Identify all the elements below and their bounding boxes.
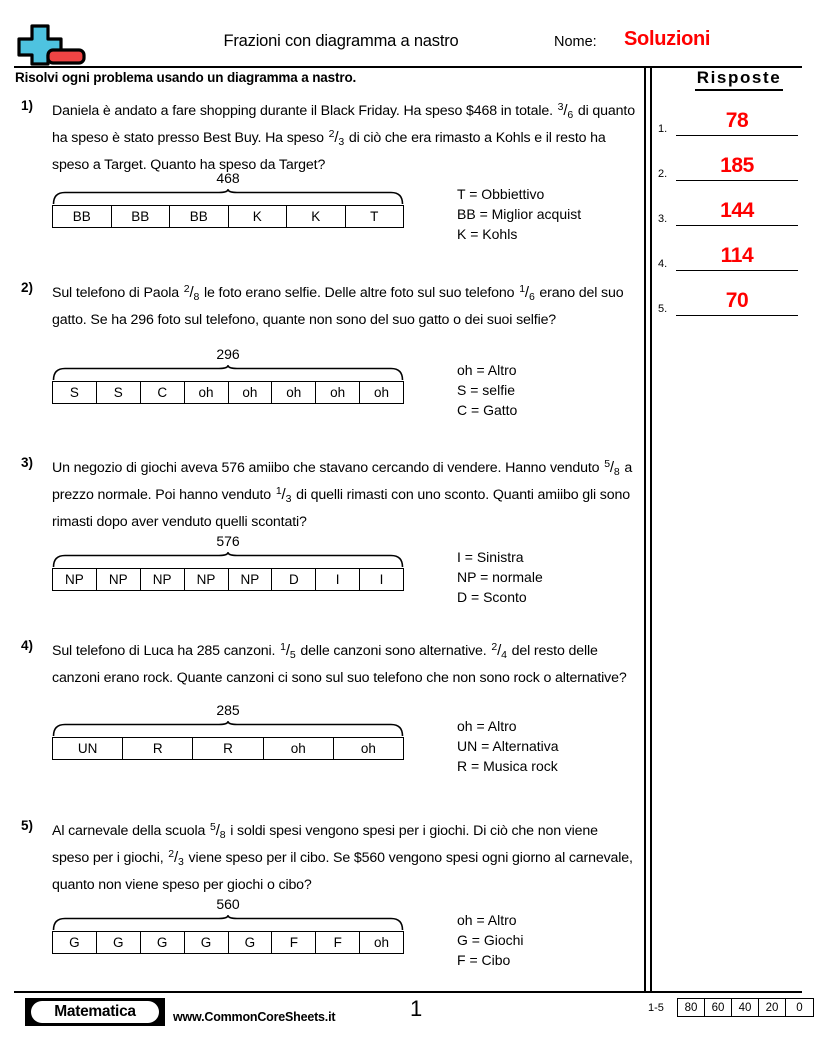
legend-entry: oh = Altro [457, 362, 517, 378]
fraction: $^3/_6$ [557, 101, 574, 121]
tape-cell: C [141, 382, 185, 403]
score-cell: 40 [732, 999, 759, 1016]
answer-value: 185 [720, 154, 754, 177]
tape-cell: NP [97, 569, 141, 590]
tape-cell: I [316, 569, 360, 590]
answer-row [658, 226, 808, 271]
tape-brace [52, 189, 404, 205]
tape-cell: oh [185, 382, 229, 403]
answer-row [658, 91, 808, 136]
tape-bar [52, 381, 404, 404]
answers-title: Risposte [695, 68, 784, 91]
answers-list [658, 91, 808, 316]
tape-bar [52, 737, 404, 760]
tape-brace [52, 552, 404, 568]
tape-bar [52, 205, 404, 228]
legend-entry: G = Giochi [457, 932, 524, 948]
tape-total-value: 468 [216, 170, 240, 186]
fraction: $^5/_8$ [604, 458, 620, 478]
tape-cell: oh [272, 382, 316, 403]
score-cell: 80 [678, 999, 705, 1016]
problem-number: 5) [21, 818, 34, 833]
answer-value: 78 [725, 109, 749, 132]
vertical-divider [644, 66, 652, 991]
page-number: 1 [410, 996, 423, 1021]
tape-cell: R [123, 738, 193, 759]
legend-entry: S = selfie [457, 382, 515, 398]
directions-text: Risolvi ogni problema usando un diagramma a nastro. [15, 70, 357, 85]
tape-legend [457, 547, 543, 607]
tape-cell: oh [374, 934, 390, 950]
legend-entry: F = Cibo [457, 952, 511, 968]
score-cell: 60 [705, 999, 732, 1016]
tape-cell: NP [141, 569, 185, 590]
tape-total-value: 285 [216, 702, 240, 718]
tape-brace [52, 365, 404, 381]
tape-total-value: 296 [216, 346, 240, 362]
fraction: $^1/_5$ [280, 641, 296, 661]
tape-cell: UN [53, 738, 123, 759]
answer-number: 5. [658, 303, 668, 315]
answer-value: 70 [725, 289, 749, 312]
tape-cell: BB [112, 206, 171, 227]
problem-text: Sul telefono di Luca ha 285 canzoni. $^1/_5$ delle canzoni sono alternative. $^2/_4$ del resto delle canzoni erano rock. Quante canzoni ci sono sul suo telefono che non sono rock o alternative? [52, 638, 638, 691]
legend-entry: I = Sinistra [457, 549, 524, 565]
tape-cell: oh [360, 740, 376, 756]
problem-text: Un negozio di giochi aveva 576 amiibo che stavano cercando di vendere. Hanno venduto $^5/_8$ a prezzo normale. Poi hanno venduto $^1/_3$ di quelli rimasti con uno sconto. Quanti amiibo gli sono rimasti dopo aver venduto quelli scontati? [52, 455, 638, 535]
answer-number: 3. [658, 213, 668, 225]
answer-row [658, 271, 808, 316]
fraction: $^2/_3$ [328, 128, 345, 148]
legend-entry: BB = Miglior acquist [457, 206, 582, 222]
name-value: Soluzioni [624, 28, 711, 50]
tape-cell: F [272, 932, 316, 953]
tape-cell: R [193, 738, 263, 759]
answer-value: 114 [720, 244, 754, 267]
answer-number: 1. [658, 123, 668, 135]
tape-cell: oh [316, 382, 360, 403]
tape-cell: NP [53, 569, 97, 590]
tape-cell: K [287, 206, 346, 227]
problem-text: Daniela è andato a fare shopping durante il Black Friday. Ha speso $468 in totale. $^3/_6$ di quanto ha speso è stato presso Best Buy. Ha speso $^2/_3$ di ciò che era rimasto a Kohls e il resto ha speso a Target. Quanto ha speso da Target? [52, 98, 638, 178]
footer-divider [14, 991, 802, 993]
answers-panel [658, 68, 808, 316]
tape-cell: BB [53, 206, 112, 227]
score-table [677, 998, 814, 1017]
tape-cell: NP [185, 569, 229, 590]
score-cell: 0 [796, 1001, 803, 1014]
tape-cell: D [272, 569, 316, 590]
name-label: Nome: [554, 34, 597, 50]
legend-entry: D = Sconto [457, 589, 527, 605]
tape-cell: G [185, 932, 229, 953]
page-title: Frazioni con diagramma a nastro [223, 32, 459, 50]
problem-text: Sul telefono di Paola $^2/_8$ le foto erano selfie. Delle altre foto sul suo telefono $^1/_6$ erano del suo gatto. Se ha 296 foto sul telefono, quante non sono del suo gatto o dei suoi selfie? [52, 280, 638, 333]
fraction: $^2/_4$ [491, 641, 507, 661]
legend-entry: oh = Altro [457, 912, 517, 928]
legend-entry: R = Musica rock [457, 758, 558, 774]
tape-cell: oh [229, 382, 273, 403]
tape-cell: G [97, 932, 141, 953]
plus-minus-logo-icon [14, 22, 106, 66]
fraction: $^2/_3$ [168, 848, 184, 868]
tape-cell: NP [229, 569, 273, 590]
answer-row [658, 136, 808, 181]
legend-entry: NP = normale [457, 569, 543, 585]
subject-badge-label: Matematica [31, 1001, 159, 1023]
tape-cell: S [97, 382, 141, 403]
tape-brace [52, 721, 404, 737]
answer-row [658, 181, 808, 226]
fraction: $^1/_3$ [275, 485, 292, 505]
page-header [14, 22, 802, 66]
tape-bar [52, 568, 404, 591]
tape-legend [457, 716, 559, 776]
fraction: $^5/_8$ [209, 821, 226, 841]
answer-value: 144 [720, 199, 754, 222]
tape-cell: F [316, 932, 360, 953]
fraction: $^2/_8$ [183, 283, 200, 303]
tape-cell: G [53, 932, 97, 953]
tape-bar [52, 931, 404, 954]
problem-number: 3) [21, 455, 34, 470]
website-url: www.CommonCoreSheets.it [173, 1010, 336, 1024]
tape-legend [457, 910, 524, 970]
tape-cell: BB [170, 206, 229, 227]
problem-text: Al carnevale della scuola $^5/_8$ i soldi spesi vengono spesi per i giochi. Di ciò che non viene speso per i giochi, $^2/_3$ viene speso per il cibo. Se $560 vengono spesi ogni giorno al carnevale, quanto non viene speso per giochi o cibo? [52, 818, 638, 898]
subject-badge [25, 998, 165, 1026]
tape-cell: oh [264, 738, 334, 759]
score-range-label: 1-5 [648, 1002, 664, 1014]
tape-cell: K [229, 206, 288, 227]
problem-number: 4) [21, 638, 34, 653]
tape-cell: S [53, 382, 97, 403]
legend-entry: UN = Alternativa [457, 738, 559, 754]
legend-entry: C = Gatto [457, 402, 518, 418]
tape-legend [457, 360, 517, 420]
tape-cell: G [229, 932, 273, 953]
legend-entry: K = Kohls [457, 226, 518, 242]
tape-total-value: 560 [216, 896, 240, 912]
answer-number: 4. [658, 258, 668, 270]
tape-cell: T [370, 208, 379, 224]
problem-number: 1) [21, 98, 34, 113]
legend-entry: oh = Altro [457, 718, 517, 734]
legend-entry: T = Obbiettivo [457, 186, 545, 202]
tape-cell: oh [374, 384, 390, 400]
fraction: $^1/_6$ [519, 283, 535, 303]
tape-cell: I [379, 571, 384, 587]
tape-cell: G [141, 932, 185, 953]
answer-blank-line[interactable] [676, 315, 798, 317]
tape-brace [52, 915, 404, 931]
tape-total-value: 576 [216, 533, 240, 549]
tape-legend [457, 184, 581, 244]
problem-number: 2) [21, 280, 34, 295]
score-cell: 20 [759, 999, 786, 1016]
answer-number: 2. [658, 168, 668, 180]
